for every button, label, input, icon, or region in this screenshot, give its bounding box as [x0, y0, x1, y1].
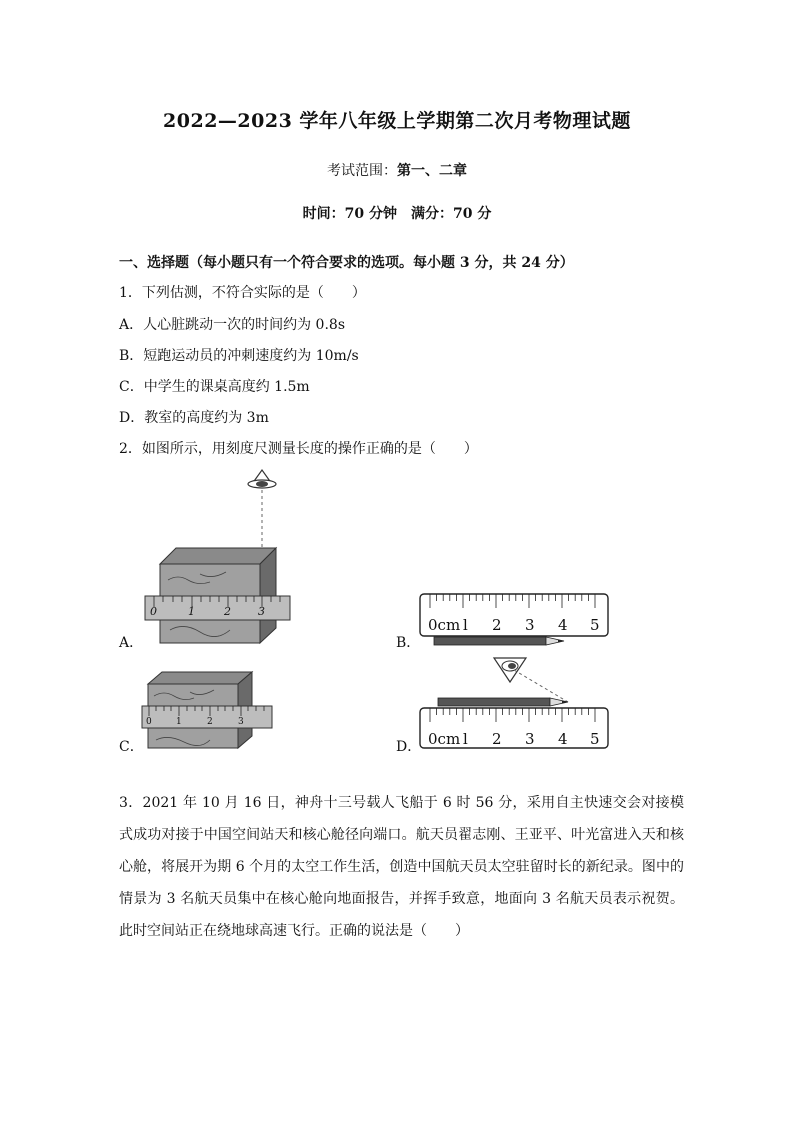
eye-icon — [248, 470, 276, 488]
ruler-c-tick-3: 3 — [238, 717, 244, 727]
ruler-d-tick-0: 0cm — [428, 730, 461, 748]
section-heading: 一、选择题（每小题只有一个符合要求的选项。每小题 3 分，共 24 分） — [119, 255, 574, 271]
question-1-option-d: D．教室的高度约为 3m — [119, 410, 269, 426]
ruler-a-tick-2: 2 — [224, 605, 231, 618]
ruler-c-tick-1: 1 — [176, 717, 182, 727]
question-2-label-b: B． — [396, 635, 421, 651]
ruler-d-tick-5: 5 — [590, 730, 600, 748]
question-1-option-b: B．短跑运动员的冲刺速度约为 10m/s — [119, 348, 359, 364]
exam-scope-label: 考试范围： — [327, 163, 397, 179]
question-3-text: 3．2021 年 10 月 16 日，神舟十三号载人飞船于 6 时 56 分，采用自主快速交会对接模式成功对接于中国空间站天和核心舱径向端口。航天员翟志刚、王亚平、叶光富进入天和核心舱，将展开为期 6 个月的太空工作生活，创造中国航天员太空驻留时长的新纪录。图中的情景为 3 名航天员集中在核心舱向地面报告，并挥手致意，地面向 3 名航天员表示祝贺。此时空间站正在绕地球高速飞行。正确的说法是（ ） — [119, 795, 684, 939]
figure-a — [140, 462, 300, 652]
question-2-label-a: A． — [119, 635, 144, 651]
exam-scope-value: 第一、二章 — [397, 163, 467, 179]
ruler-b-tick-2: 2 — [492, 616, 502, 634]
ruler-a-tick-0: 0 — [150, 605, 157, 618]
ruler-b-tick-4: 4 — [558, 616, 568, 634]
ruler-a-tick-1: 1 — [188, 605, 195, 618]
ruler-b-tick-1: l — [463, 616, 468, 634]
ruler-d-tick-3: 3 — [525, 730, 535, 748]
exam-scope — [0, 160, 794, 180]
ruler-d-tick-1: l — [463, 730, 468, 748]
figure-b — [418, 590, 613, 650]
question-2-label-d: D． — [396, 739, 422, 755]
ruler-b-tick-3: 3 — [525, 616, 535, 634]
exam-time-info: 时间：70 分钟 满分：70 分 — [302, 206, 492, 222]
ruler-b-tick-5: 5 — [590, 616, 600, 634]
question-1-stem: 1．下列估测，不符合实际的是（ ） — [119, 285, 366, 301]
ruler-a-tick-3: 3 — [258, 605, 265, 618]
question-2-stem: 2．如图所示，用刻度尺测量长度的操作正确的是（ ） — [119, 441, 478, 457]
pencil-icon — [434, 637, 564, 645]
page-title: 2022—2023 学年八年级上学期第二次月考物理试题 — [163, 110, 631, 132]
pencil-icon — [438, 698, 568, 706]
ruler-c-tick-0: 0 — [146, 717, 152, 727]
ruler-d-tick-4: 4 — [558, 730, 568, 748]
ruler-c-tick-2: 2 — [207, 717, 213, 727]
question-2-label-c: C． — [119, 739, 144, 755]
eye-icon — [494, 658, 526, 682]
ruler-d-tick-2: 2 — [492, 730, 502, 748]
ruler-b-tick-0: 0cm — [428, 616, 461, 634]
figure-c — [140, 664, 280, 754]
question-1-option-a: A．人心脏跳动一次的时间约为 0.8s — [119, 317, 346, 333]
figure-d — [418, 652, 613, 752]
question-1-option-c: C．中学生的课桌高度约 1.5m — [119, 379, 310, 395]
